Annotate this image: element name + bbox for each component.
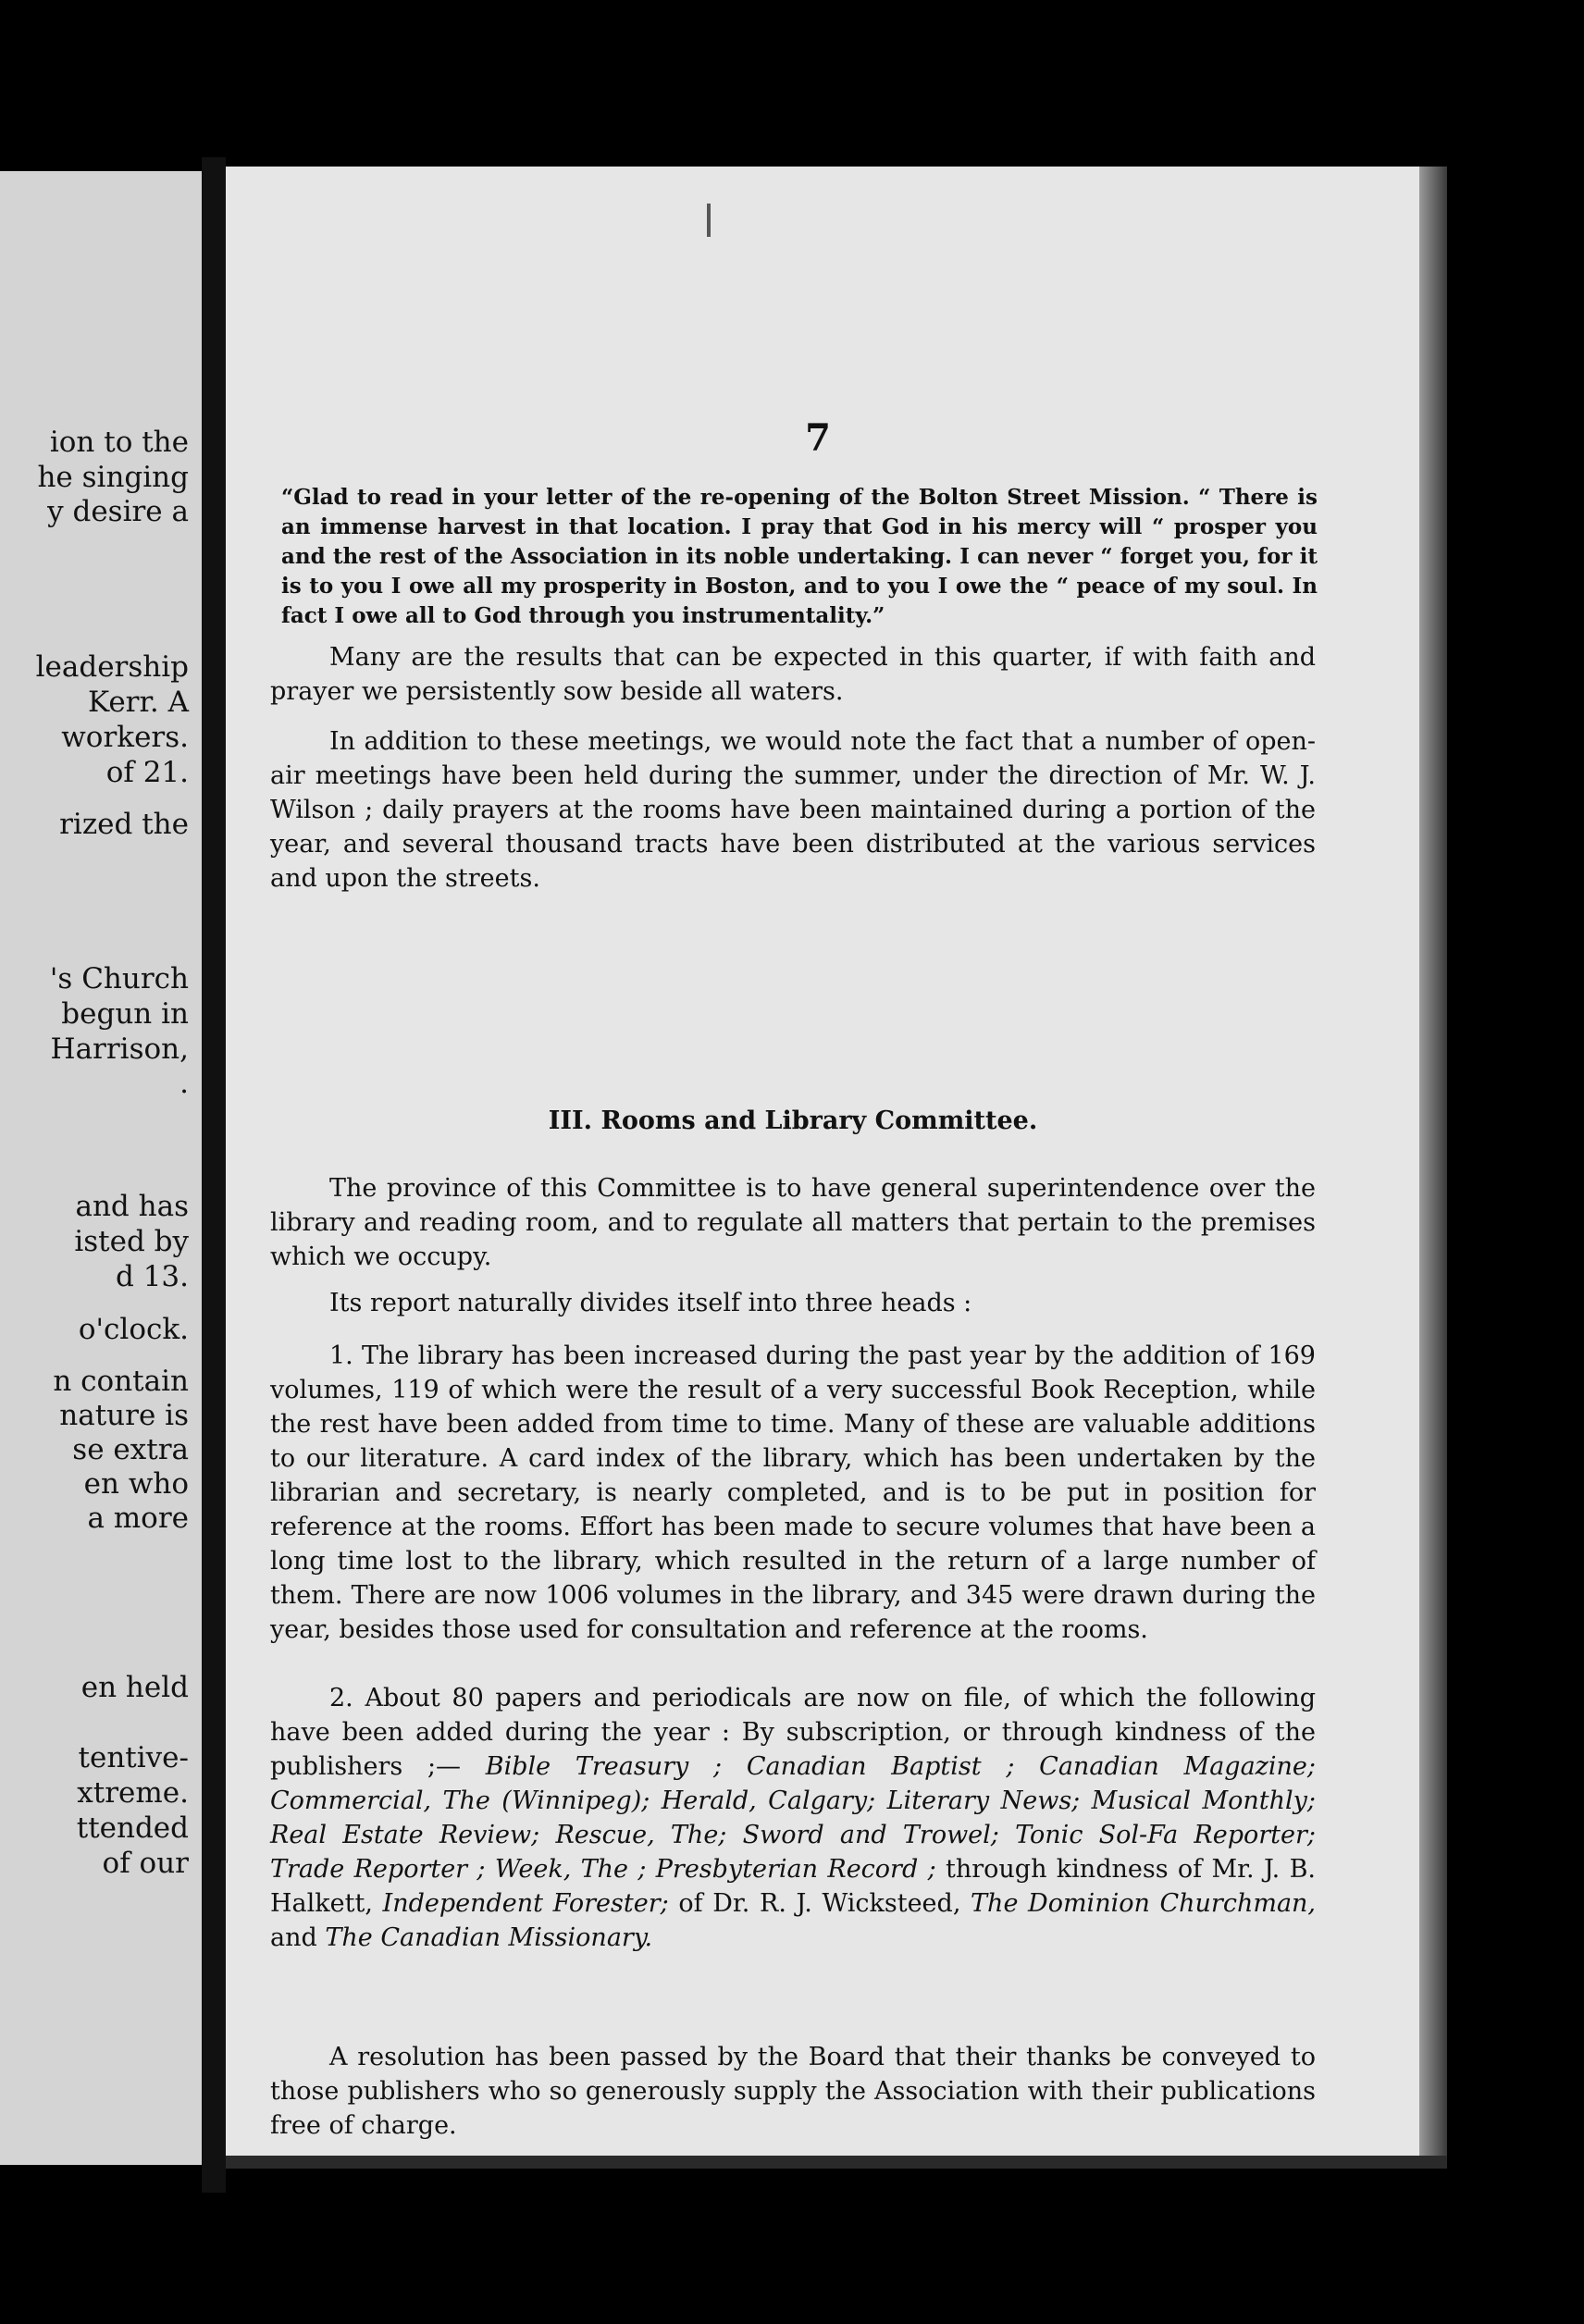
papers-halkett-publication: Independent Forester; xyxy=(382,1889,669,1918)
left-fragment-line: o'clock. xyxy=(78,1313,189,1346)
paragraph-province: The province of this Committee is to have general superintendence over the library and reading room, and to regulate all matters that pertain to the premises which we occupy. xyxy=(270,1174,1316,1271)
left-fragment-line: of our xyxy=(102,1847,189,1880)
left-fragment-line: 's Church xyxy=(49,962,189,995)
section-heading: III. Rooms and Library Committee. xyxy=(548,1106,1038,1135)
paragraph-results: Many are the results that can be expected in this quarter, if with faith and prayer we persistently sow beside all waters. xyxy=(270,643,1316,706)
left-fragment-line: rized the xyxy=(59,808,189,841)
papers-through-wicksteed: of Dr. R. J. Wicksteed, xyxy=(668,1889,971,1918)
left-fragment-line: se extra xyxy=(72,1433,189,1466)
left-fragment-line: tentive- xyxy=(78,1741,189,1774)
left-fragment-line: nature is xyxy=(59,1399,189,1432)
ink-mark xyxy=(707,204,711,237)
papers-subscriptions: Bible Treasury ; Canadian Baptist ; Canadian Magazine; Commercial, The (Winnipeg); Herald, Calgary; Literary News; Musical Monthly; Real Estate Review; Rescue, The; Sword and Trowel; Tonic Sol-Fa Reporter; Trade Reporter ; Week, The ; Presbyterian Record ; xyxy=(270,1752,1317,1884)
left-fragment-line: . xyxy=(179,1067,189,1100)
papers-intro: 2. About 80 papers and periodicals are now on file, of which the following have been added during the year : By subscription, or through kindness of the publishers ;— xyxy=(270,1684,1316,1781)
left-fragment-line: a more xyxy=(87,1502,189,1535)
paragraph-library: 1. The library has been increased during the past year by the addition of 169 volumes, 119 of which were the result of a very successful Book Reception, while the rest have been added from time to time. Many of these are valuable additions to our literature. A card index of the library, which has been undertaken by the librarian and secretary, is nearly completed, and is to be put in position for reference at the rooms. Effort has been made to secure volumes that have been a long time lost to the library, which resulted in the return of a large number of them. There are now 1006 volumes in the library, and 345 were drawn during the year, besides those used for consultation and reference at the rooms. xyxy=(270,1341,1316,1644)
document-page xyxy=(226,167,1419,2156)
paragraph-resolution: A resolution has been passed by the Board that their thanks be conveyed to those publishers who so generously supply the Association with their publications free of charge. xyxy=(270,2043,1316,2140)
left-fragment-line: of 21. xyxy=(105,756,189,789)
papers-through-halkett: through kindness of Mr. J. B. Halkett, xyxy=(270,1855,1317,1918)
papers-and: and xyxy=(270,1923,326,1952)
page-bottom-edge xyxy=(226,2156,1447,2169)
left-fragment-line: and has xyxy=(75,1190,189,1223)
papers-wicksteed-publication-1: The Dominion Churchman, xyxy=(971,1889,1317,1918)
left-fragment-line: he singing xyxy=(37,461,189,494)
paragraph-meetings: In addition to these meetings, we would note the fact that a number of open-air meetings have been held during the summer, under the direction of Mr. W. J. Wilson ; daily prayers at the rooms have been maintained during a portion of the year, and several thousand tracts have been distributed at the various services and upon the streets. xyxy=(270,727,1316,893)
book-spine xyxy=(202,157,226,2193)
left-fragment-line: d 13. xyxy=(116,1260,189,1293)
papers-wicksteed-publication-2: The Canadian Missionary. xyxy=(325,1923,653,1952)
left-fragment-line: ion to the xyxy=(49,426,189,459)
left-fragment-line: en held xyxy=(80,1671,189,1704)
left-fragment-line: n contain xyxy=(53,1365,189,1398)
left-fragment-line: Harrison, xyxy=(50,1032,189,1066)
paragraph-report: Its report naturally divides itself into three heads : xyxy=(329,1289,972,1317)
left-fragment-line: begun in xyxy=(61,997,189,1031)
page-edge xyxy=(1419,167,1447,2156)
paragraph-papers xyxy=(270,1681,1316,1955)
left-fragment-line: xtreme. xyxy=(77,1776,189,1810)
left-fragment-line: y desire a xyxy=(47,495,189,528)
left-page-fragment xyxy=(0,171,202,2165)
left-fragment-line: workers. xyxy=(61,721,189,754)
left-fragment-line: ttended xyxy=(76,1811,189,1845)
left-fragment-line: leadership xyxy=(35,650,189,684)
letter-quotation: “Glad to read in your letter of the re-opening of the Bolton Street Mission. “ There is an immense harvest in that location. I pray that God in his mercy will “ prosper you and the rest of the Association in its noble undertaking. I can never “ forget you, for it is to you I owe all my prosperity in Boston, and to you I owe the “ peace of my soul. In fact I owe all to God through you instrumentality.” xyxy=(281,485,1318,628)
left-fragment-line: Kerr. A xyxy=(88,686,189,719)
left-fragment-line: en who xyxy=(83,1467,189,1501)
page-number: 7 xyxy=(805,416,831,460)
left-fragment-line: isted by xyxy=(74,1225,189,1258)
